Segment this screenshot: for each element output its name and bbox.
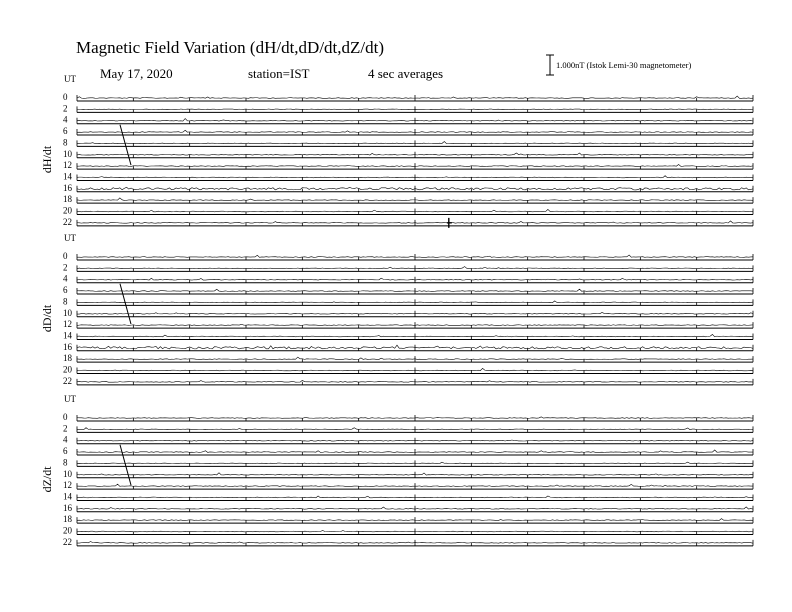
row-label-8: 8 [63,137,68,148]
row-label-22: 22 [63,375,72,386]
row-label-8: 8 [63,457,68,468]
panel-ylabel: dD/dt [40,304,54,333]
row-label-10: 10 [63,468,72,479]
row-label-6: 6 [63,285,68,296]
row-label-10: 10 [63,148,72,159]
row-axis-label: UT [64,394,76,404]
panel-ylabel: dZ/dt [40,466,54,493]
row-label-14: 14 [63,330,72,341]
row-label-2: 2 [63,262,68,273]
row-trace [77,109,753,110]
row-label-18: 18 [63,353,72,364]
row-label-0: 0 [63,251,68,261]
row-label-6: 6 [63,126,68,137]
row-label-8: 8 [63,296,68,307]
row-axis-label: UT [64,74,76,84]
row-label-14: 14 [63,491,72,502]
row-label-2: 2 [63,423,68,434]
row-label-22: 22 [63,216,72,227]
panel-diagonal-marker [120,125,131,165]
row-label-12: 12 [63,160,72,171]
chart-title: Magnetic Field Variation (dH/dt,dD/dt,dZ/dt) [76,38,385,57]
panel-dh-dt [40,74,753,228]
row-label-16: 16 [63,502,72,513]
panel-diagonal-marker [120,445,131,485]
date-label: May 17, 2020 [100,66,173,81]
row-label-20: 20 [63,525,72,536]
row-label-10: 10 [63,307,72,318]
row-label-0: 0 [63,412,68,422]
row-label-22: 22 [63,536,72,547]
row-label-12: 12 [63,319,72,330]
row-label-0: 0 [63,92,68,102]
panel-ylabel: dH/dt [40,145,54,174]
row-label-16: 16 [63,182,72,193]
panel-dz-dt [40,394,753,547]
averaging-label: 4 sec averages [368,66,444,81]
row-label-20: 20 [63,364,72,375]
row-label-16: 16 [63,341,72,352]
row-label-6: 6 [63,446,68,457]
row-axis-label: UT [64,233,76,243]
row-label-14: 14 [63,171,72,182]
panel-diagonal-marker [120,284,131,324]
row-label-4: 4 [63,114,68,125]
panel-dd-dt [40,233,753,386]
row-label-18: 18 [63,514,72,525]
station-label: station=IST [248,66,310,81]
scale-bar [546,55,554,75]
row-label-4: 4 [63,434,68,445]
row-label-20: 20 [63,205,72,216]
row-label-18: 18 [63,194,72,205]
row-label-4: 4 [63,273,68,284]
row-label-12: 12 [63,480,72,491]
row-label-2: 2 [63,103,68,114]
scale-bar-label: 1.000nT (Istok Lemi-30 magnetometer) [556,60,692,70]
